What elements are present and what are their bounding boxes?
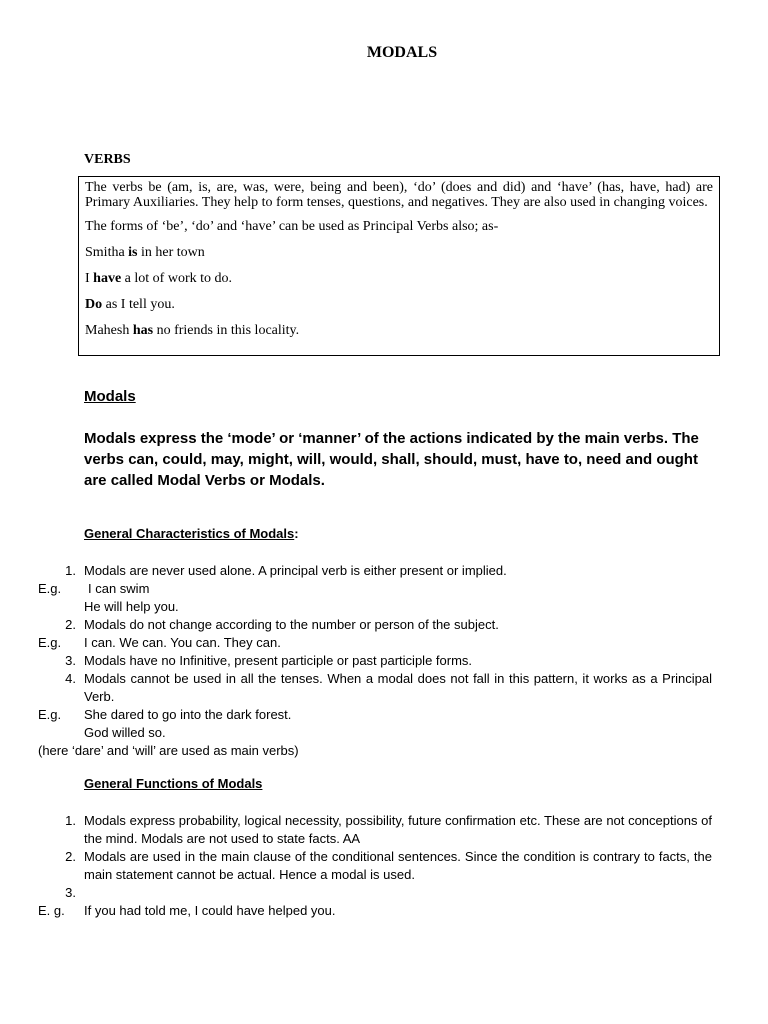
functions-heading: General Functions of Modals	[84, 776, 263, 791]
list-item: Modals have no Infinitive, present participle or past participle forms.	[84, 653, 473, 668]
example-line: If you had told me, I could have helped you.	[84, 903, 336, 918]
note-line: (here ‘dare’ and ‘will’ are used as main verbs)	[38, 743, 299, 758]
verbs-example: Do as I tell you.	[85, 297, 175, 312]
list-number: 2.	[65, 617, 76, 632]
list-number: 3.	[65, 885, 76, 900]
example-line: He will help you.	[84, 599, 179, 614]
verbs-example: Mahesh has no friends in this locality.	[85, 323, 300, 338]
list-item: Modals do not change according to the number or person of the subject.	[84, 617, 499, 632]
list-number: 1.	[65, 563, 76, 578]
verbs-paragraph-1: The verbs be (am, is, are, was, were, being and been), ‘do’ (does and did) and ‘have’ (has, have, had) are Primary Auxiliaries. They help to form tenses, questions, and negatives. They are also used in changing voices.	[85, 180, 713, 210]
list-item: Modals are never used alone. A principal verb is either present or implied.	[84, 563, 507, 578]
example-line: She dared to go into the dark forest.	[84, 707, 292, 722]
list-number: 2.	[65, 849, 76, 864]
example-line: I can. We can. You can. They can.	[84, 635, 281, 650]
list-number: 1.	[65, 813, 76, 828]
example-line: I can swim	[88, 581, 150, 596]
characteristics-heading: General Characteristics of Modals:	[84, 526, 299, 541]
eg-label: E.g.	[38, 581, 62, 596]
eg-label: E.g.	[38, 707, 62, 722]
verbs-box	[78, 176, 720, 356]
modals-heading: Modals	[84, 388, 136, 405]
page-title: MODALS	[366, 44, 438, 61]
list-item: Modals are used in the main clause of the conditional sentences. Since the condition is contrary to facts, the main statement cannot be actual. Hence a modal is used.	[84, 849, 712, 882]
list-item: Modals cannot be used in all the tenses. When a modal does not fall in this pattern, it works as a Principal Verb.	[84, 671, 712, 704]
verbs-heading: VERBS	[84, 152, 131, 167]
list-item: Modals express probability, logical necessity, possibility, future confirmation etc. These are not conceptions of the mind. Modals are not used to state facts. AA	[84, 813, 712, 846]
verbs-example: Smitha is in her town	[85, 245, 205, 260]
eg-label: E. g.	[38, 903, 65, 918]
verbs-example: I have a lot of work to do.	[85, 271, 232, 286]
verbs-paragraph-2: The forms of ‘be’, ‘do’ and ‘have’ can be used as Principal Verbs also; as-	[85, 219, 499, 234]
example-line: God willed so.	[84, 725, 166, 740]
list-number: 3.	[65, 653, 76, 668]
list-number: 4.	[65, 671, 76, 686]
eg-label: E.g.	[38, 635, 62, 650]
modals-intro: Modals express the ‘mode’ or ‘manner’ of the actions indicated by the main verbs. The verbs can, could, may, might, will, would, shall, should, must, have to, need and ought are called Modal Verbs or Modals.	[84, 430, 699, 489]
